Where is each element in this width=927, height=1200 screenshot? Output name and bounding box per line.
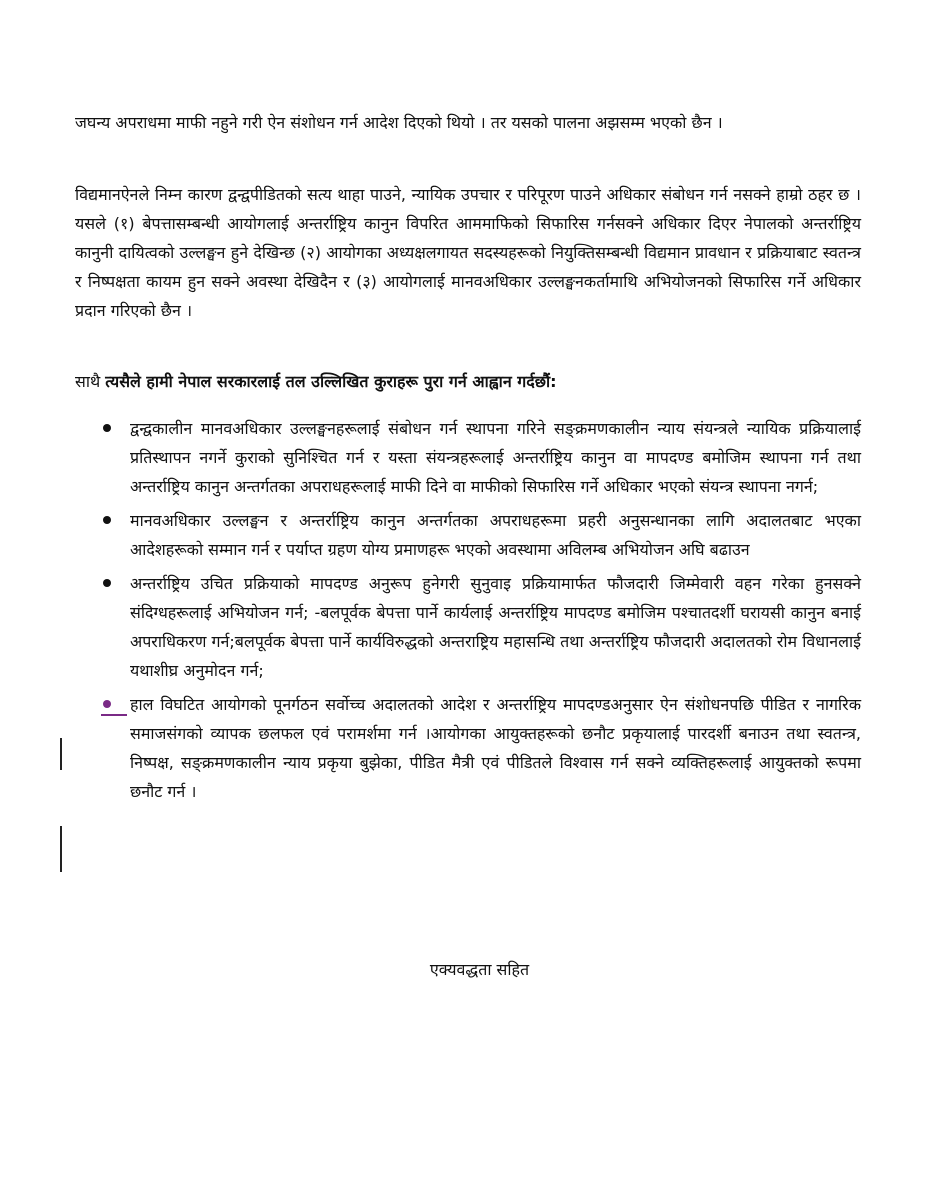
list-item [75,690,861,806]
paragraph-amnesty-order: जघन्य अपराधमा माफी नहुने गरी ऐन संशोधन गर्न आदेश दिएको थियो । तर यसको पालना अझसम्म भएको छैन । [75,113,723,132]
call-bold-text: त्यसैले हामी नेपाल सरकारलाई तल उल्लिखित कुराहरू पुरा गर्न आह्वान गर्दछौं: [105,372,557,391]
tracked-change-underline [101,714,127,716]
paragraph-call-to-government [75,367,861,396]
list-item-text: द्वन्द्वकालीन मानवअधिकार उल्लङ्घनहरूलाई संबोधन गर्न स्थापना गरिने सङ्क्रमणकालीन न्याय संयन्त्रले न्यायिक प्रक्रियालाई प्रतिस्थापन नगर्ने कुराको सुनिश्चित गर्न र यस्ता संयन्त्रहरूलाई अन्तर्राष्ट्रिय कानुन वा मापदण्ड बमोजिम स्थापना गर्न तथा अन्तर्राष्ट्रिय कानुन अन्तर्गतका अपराधहरूलाई माफी दिने वा माफीको सिफारिस गर्ने अधिकार भएको संयन्त्र स्थापना नगर्न; [130,419,861,496]
list-item-text: हाल विघटित आयोगको पूनर्गठन सर्वोच्च अदालतको आदेश र अन्तर्राष्ट्रिय मापदण्डअनुसार ऐन संशोधनपछि पीडित र नागरिक समाजसंगको व्यापक छलफल एवं परामर्शमा गर्न ।आयोगका आयुक्तहरूको छनौट प्रकृयालाई पारदर्शी बनाउन तथा स्वतन्त्र, निष्पक्ष, सङ्क्रमणकालीन न्याय प्रकृया बुझेका, पीडित मैत्री एवं पीडितले विश्वास गर्न सक्ने व्यक्तिहरूलाई आयुक्तको रूपमा छनौट गर्न । [130,695,861,801]
revision-bar [60,826,62,872]
bullet-icon [103,516,111,524]
paragraph-existing-act-concerns: विद्यमानऐनले निम्न कारण द्वन्द्वपीडितको सत्य थाहा पाउने, न्यायिक उपचार र परिपूरण पाउने अधिकार संबोधन गर्न नसक्ने हाम्रो ठहर छ । यसले (१) बेपत्तासम्बन्धी आयोगलाई अन्तर्राष्ट्रिय कानुन विपरित आममाफिको सिफारिस गर्नसक्ने अधिकार दिएर नेपालको अन्तर्राष्ट्रिय कानुनी दायित्वको उल्लङ्घन हुने देखिन्छ (२) आयोगका अध्यक्षलगायत सदस्यहरूको नियुक्तिसम्बन्धी विद्यमान प्रावधान र प्रक्रियाबाट स्वतन्त्र र निष्पक्षता कायम हुन सक्ने अवस्था देखिदैन र (३) आयोगलाई मानवअधिकार उल्लङ्घनकर्तामाथि अभियोजनको सिफारिस गर्ने अधिकार प्रदान गरिएको छैन । [75,185,861,320]
list-item-text: अन्तर्राष्ट्रिय उचित प्रक्रियाको मापदण्ड अनुरूप हुनेगरी सुनुवाइ प्रक्रियामार्फत फौजदारी जिम्मेवारी वहन गरेका हुनसक्ने संदिग्धहरूलाई अभियोजन गर्न; -बलपूर्वक बेपत्ता पार्ने कार्यलाई अन्तर्राष्ट्रिय मापदण्ड बमोजिम पश्चातदर्शी घरायसी कानुन बनाई अपराधिकरण गर्न;बलपूर्वक बेपत्ता पार्ने कार्यविरुद्धको अन्तराष्ट्रिय महासन्धि तथा अन्तर्राष्ट्रिय फौजदारी अदालतको रोम विधानलाई यथाशीघ्र अनुमोदन गर्न; [130,574,861,680]
bullet-icon [103,424,111,432]
list-item-text: मानवअधिकार उल्लङ्घन र अन्तर्राष्ट्रिय कानुन अन्तर्गतका अपराधहरूमा प्रहरी अनुसन्धानका लागि अदालतबाट भएका आदेशहरूको सम्मान गर्न र पर्याप्त ग्रहण योग्य प्रमाणहरू भएको अवस्थामा अविलम्ब अभियोजन अघि बढाउन [130,511,861,559]
list-item [75,569,861,685]
closing-text: एक्यवद्धता सहित [429,960,530,979]
list-item [75,506,861,564]
bullet-icon [103,579,111,587]
closing-line [0,955,927,984]
bullet-icon [103,700,111,708]
revision-bar [60,738,62,770]
demands-list [75,414,861,806]
call-lead-text: साथै [75,372,106,391]
list-item [75,414,861,501]
